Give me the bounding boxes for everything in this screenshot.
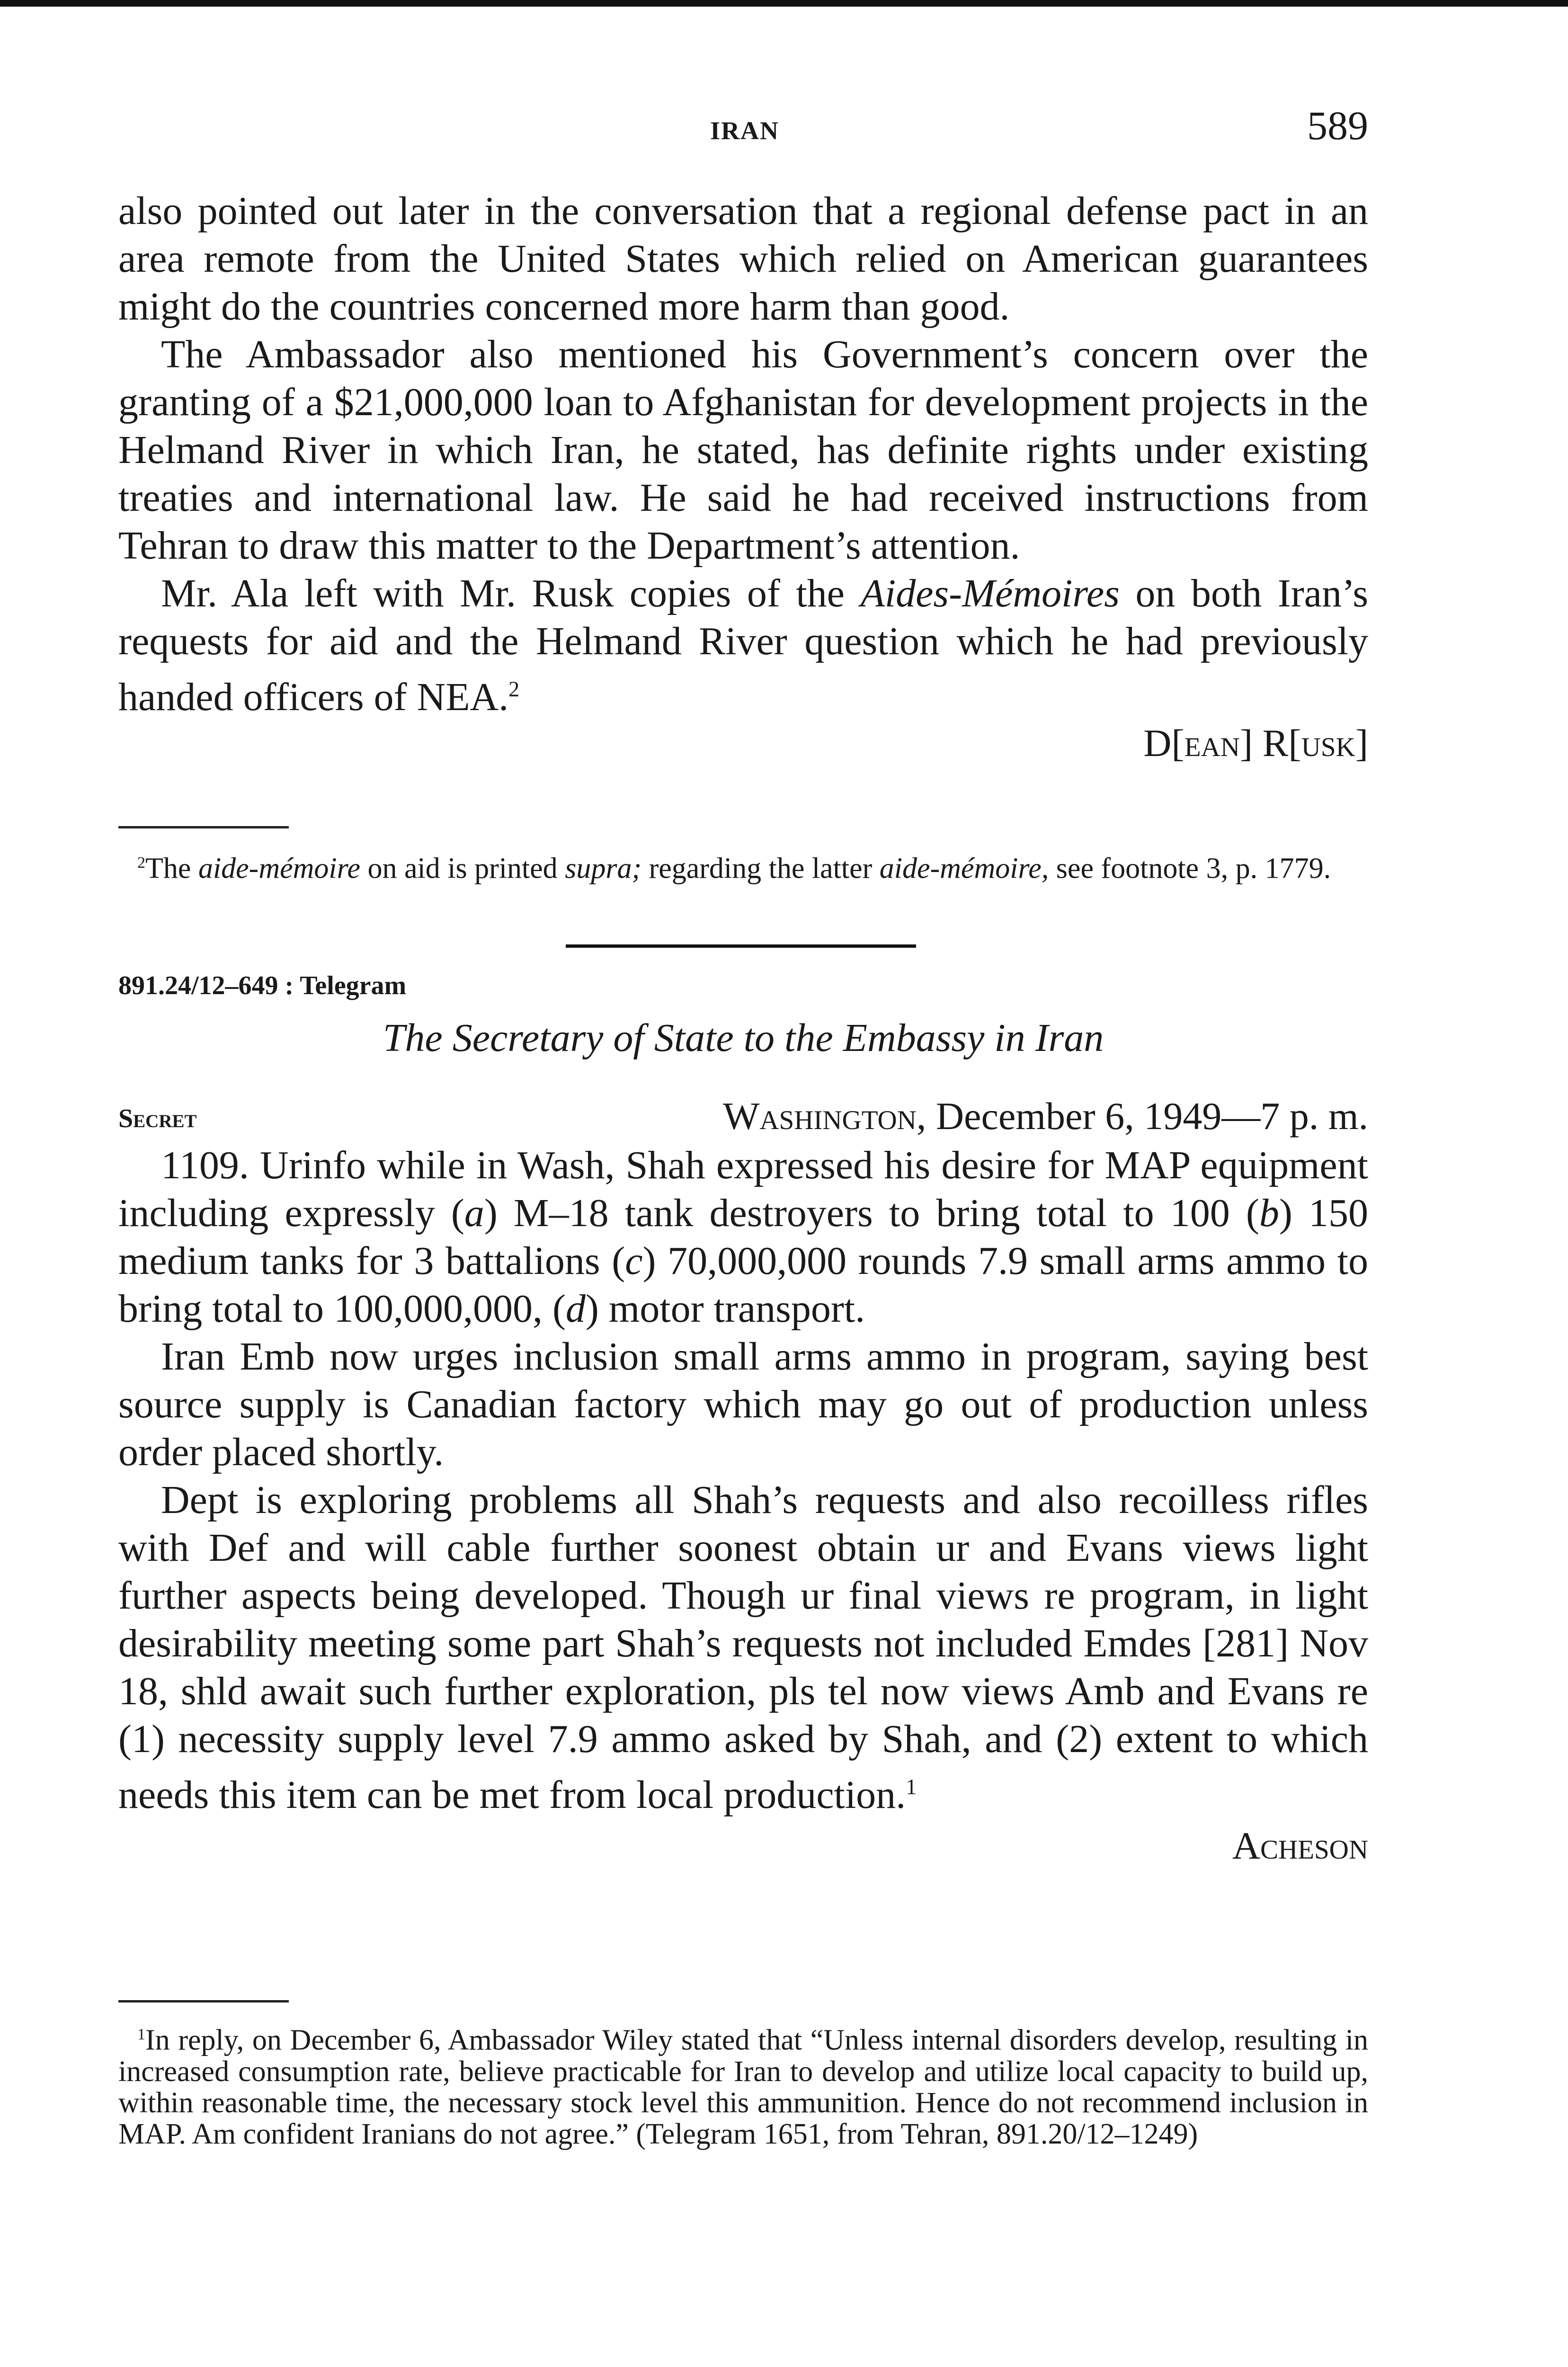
classification-marking: Secret <box>118 1104 197 1133</box>
paragraph-continuation: also pointed out later in the conversation that a regional defense pact in an area remote from the United States which relied on American guarantees might do the countries concerned more harm than good. <box>118 189 1368 329</box>
telegram-paragraph-1109: 1109. Urinfo while in Wash, Shah expressed his desire for MAP equipment including expressly (a) M–18 tank destroyers to bring total to 100 (b) 150 medium tanks for 3 battalions (c) 70,000,000 rounds 7.9 small arms ammo to bring total to 100,000,000, (d) motor transport. <box>118 1143 1368 1331</box>
signature-rusk: D[ean] R[usk] <box>1143 721 1368 765</box>
aides-memoires-term: Aides-Mémoires <box>860 571 1120 615</box>
signature-acheson: Acheson <box>1232 1824 1368 1867</box>
conversation-text <box>118 187 1368 765</box>
telegram-paragraph-dept: Dept is exploring problems all Shah’s requests and also recoilless rifles with Def and will cable further soonest obtain ur and Evans views light further aspects being developed. Though ur final views re program, in light desirability meeting some part Shah’s requests not included Emdes [281] Nov 18, shld await such further exploration, pls tel now views Amb and Evans re (1) necessity supply level 7.9 ammo asked by Shah, and (2) extent to which needs this item can be met from local production.$^1$ <box>118 1478 1368 1817</box>
page-header <box>118 102 1368 154</box>
footnote-2: $^2$The aide-mémoire on aid is printed supra; regarding the latter aide-mémoire, see footnote 3, p. 1779. <box>137 852 1331 885</box>
footnote-rule <box>118 826 289 828</box>
telegram-document <box>118 970 1368 1868</box>
date-place: Washington, December 6, 1949—7 p. m. <box>722 1095 1368 1138</box>
footnote-1: $^1$In reply, on December 6, Ambassador Wiley stated that “Unless internal disorders develop, resulting in increased consumption rate, believe practicable for Iran to develop and utilize local capacity to build up, within reasonable time, the necessary stock level this ammunition. Hence do not recommend inclusion in MAP. Am confident Iranians do not agree.” (Telegram 1651, from Tehran, 891.20/12–1249) <box>118 2024 1368 2150</box>
paragraph-aides-memoires: Mr. Ala left with Mr. Rusk copies of the Aides-Mémoires on both Iran’s requests for aid and the Helmand River question which he had previously handed officers of NEA.$^2$ <box>118 571 1368 719</box>
footnote-ref-2: 2 <box>508 677 520 701</box>
top-border <box>0 0 1568 7</box>
footnote-ref-1: 1 <box>906 1775 917 1799</box>
footnote-rule <box>118 2000 289 2002</box>
section-divider <box>566 944 916 948</box>
running-head: IRAN <box>710 116 780 145</box>
telegram-paragraph-embassy: Iran Emb now urges inclusion small arms ammo in program, saying best source supply is Canadian factory which may go out of production unless order placed shortly. <box>118 1335 1368 1474</box>
footnote-section-rusk <box>118 826 1368 884</box>
file-number: 891.24/12–649 : Telegram <box>118 971 407 1000</box>
paragraph-ambassador-loan-concern: The Ambassador also mentioned his Government’s concern over the granting of a $21,000,000 loan to Afghanistan for development projects in the Helmand River in which Iran, he stated, has definite rights under existing treaties and international law. He said he had received instructions from Tehran to draw this matter to the Department’s attention. <box>118 332 1368 568</box>
footnote-section-acheson <box>118 2000 1368 2150</box>
page-number: 589 <box>1307 103 1368 148</box>
dateline <box>118 1094 1368 1141</box>
document-title: The Secretary of State to the Embassy in Iran <box>383 1016 1104 1060</box>
